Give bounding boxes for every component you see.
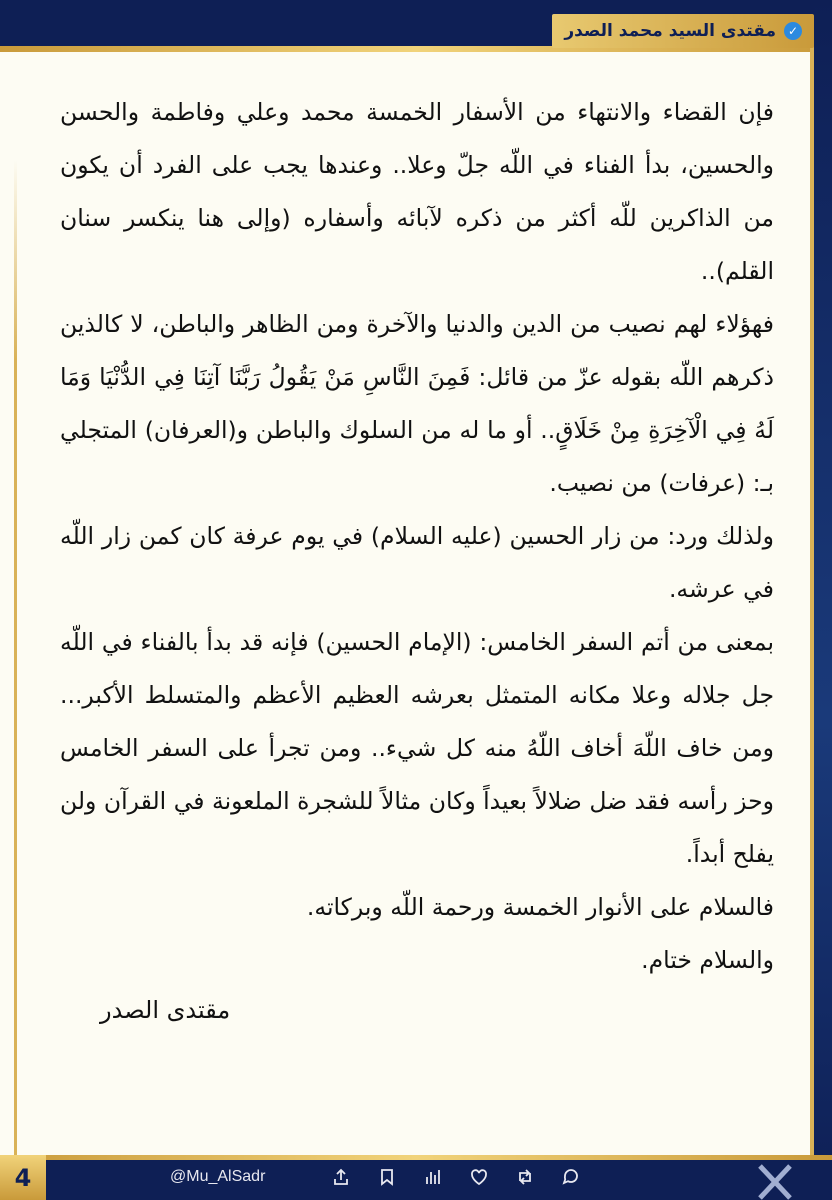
right-frame-bar (814, 0, 832, 1200)
author-name: مقتدى السيد محمد الصدر (564, 21, 776, 41)
paragraph: فهؤلاء لهم نصيب من الدين والدنيا والآخرة ومن الظاهر والباطن، لا كالذين ذكرهم اللّه بقوله عزّ من قائل: فَمِنَ النَّاسِ مَنْ يَقُولُ رَبَّنَا آتِنَا فِي الدُّنْيَا وَمَا لَهُ فِي الْآخِرَةِ مِنْ خَلَاقٍ.. أو ما له من السلوك والباطن و(العرفان) المتجلي بـ: (عرفات) من نصيب. (60, 310, 774, 497)
left-gold-stripe (14, 160, 17, 1160)
paragraph: فالسلام على الأنوار الخمسة ورحمة اللّه وبركاته. (306, 893, 774, 921)
views-icon[interactable] (422, 1166, 444, 1188)
verified-icon: ✓ (784, 22, 802, 40)
signature: مقتدى الصدر (100, 996, 231, 1024)
social-handle: @Mu_AlSadr (170, 1168, 266, 1185)
x-logo-icon (740, 1160, 810, 1200)
share-icon[interactable] (330, 1166, 352, 1188)
right-gold-stripe (810, 46, 814, 1160)
post-actions (330, 1166, 582, 1188)
reply-icon[interactable] (560, 1166, 582, 1188)
paragraph: والسلام ختام. (641, 946, 774, 974)
like-icon[interactable] (468, 1166, 490, 1188)
author-badge (552, 14, 814, 48)
letter-body (60, 86, 774, 987)
paragraph: بمعنى من أتم السفر الخامس: (الإمام الحسين) فإنه قد بدأ بالفناء في اللّه جل جلاله وعلا مكانه المتمثل بعرشه العظيم الأعظم والمتسلط الأكبر... ومن خاف اللّهَ أخاف اللّهُ منه كل شيء.. ومن تجرأ على السفر الخامس وحز رأسه فقد ضل ضلالاً بعيداً وكان مثالاً للشجرة الملعونة في القرآن ولن يفلح أبداً. (60, 628, 774, 868)
bookmark-icon[interactable] (376, 1166, 398, 1188)
paragraph: ولذلك ورد: من زار الحسين (عليه السلام) في يوم عرفة كان كمن زار اللّه في عرشه. (60, 522, 774, 603)
repost-icon[interactable] (514, 1166, 536, 1188)
page-number: 4 (0, 1155, 46, 1200)
paragraph: فإن القضاء والانتهاء من الأسفار الخمسة محمد وعلي وفاطمة والحسن والحسين، بدأ الفناء في اللّه جلّ وعلا.. وعندها يجب على الفرد أن يكون من الذاكرين للّه أكثر من ذكره لآبائه وأسفاره (وإلى هنا ينكسر سنان القلم).. (60, 98, 774, 285)
